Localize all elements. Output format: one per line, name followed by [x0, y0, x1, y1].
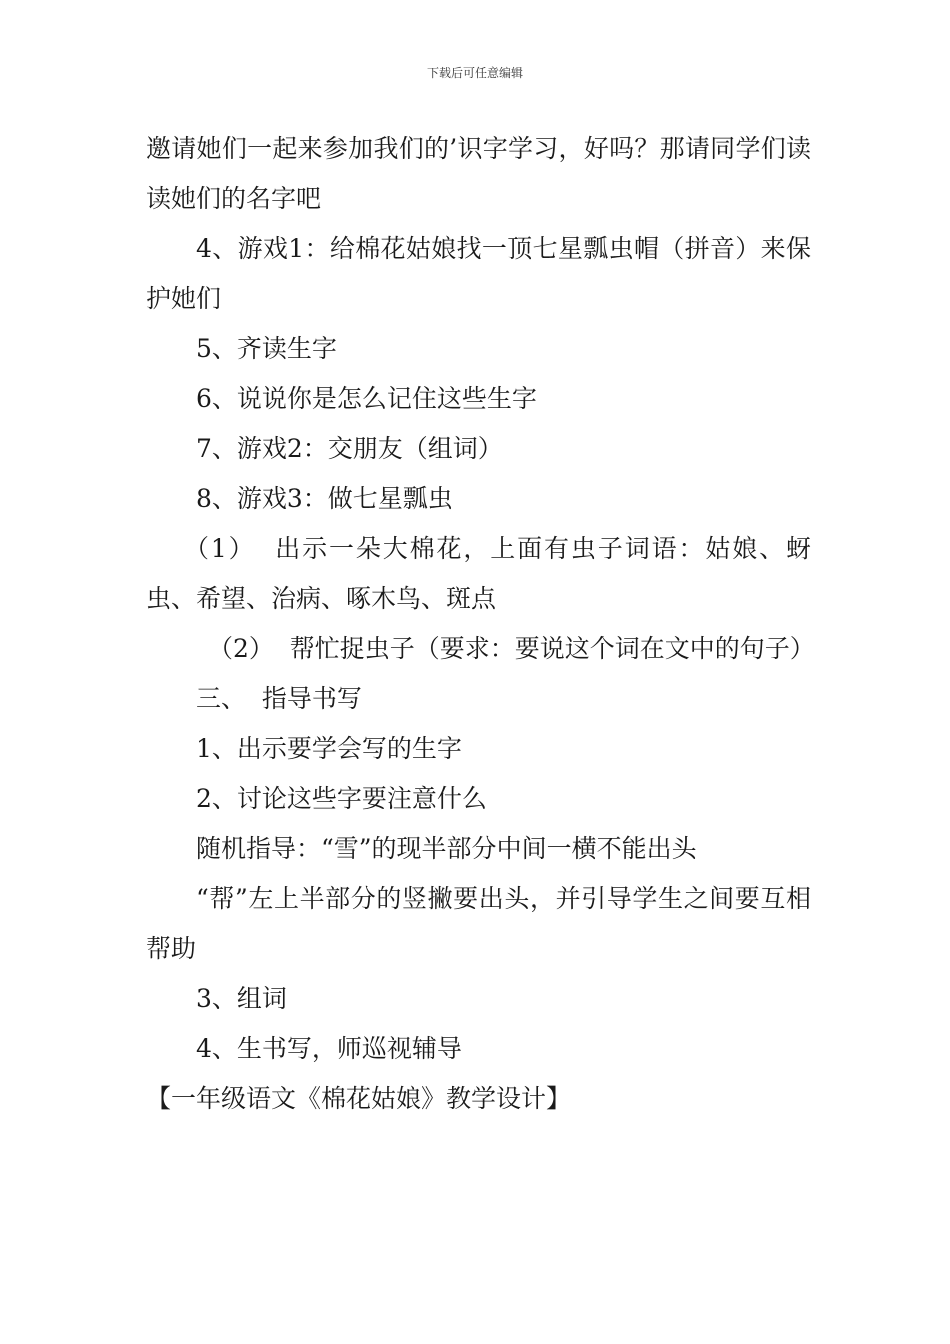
- paragraph-writing-practice: 4、生书写，师巡视辅导: [196, 1034, 462, 1063]
- paragraph-sub-1: （1） 出示一朵大棉花，上面有虫子词语：姑娘、蚜虫、希望、治病、啄木鸟、斑点: [146, 534, 811, 613]
- paragraph-show-chars: 1、出示要学会写的生字: [196, 734, 462, 763]
- document-title-footer: 【一年级语文《棉花姑娘》教学设计】: [146, 1084, 572, 1113]
- document-body: [146, 124, 815, 1124]
- page-header: 下载后可任意编辑: [426, 66, 523, 80]
- paragraph-game-2: 7、游戏2：交朋友（组词）: [196, 434, 503, 463]
- paragraph-sub-2: （2） 帮忙捉虫子（要求：要说这个词在文中的句子）: [208, 634, 815, 663]
- paragraph-game-1: 4、游戏1：给棉花姑娘找一顶七星瓢虫帽（拼音）来保护她们: [146, 234, 811, 313]
- paragraph-invite: 邀请她们一起来参加我们的’识字学习，好吗？那请同学们读读她们的名字吧: [146, 134, 811, 213]
- paragraph-read-together: 5、齐读生字: [196, 334, 337, 363]
- section-heading-writing: 三、 指导书写: [196, 684, 362, 713]
- paragraph-guidance-snow: 随机指导：“雪”的现半部分中间一横不能出头: [196, 834, 697, 863]
- paragraph-guidance-help: “帮”左上半部分的竖撇要出头，并引导学生之间要互相帮助: [146, 884, 811, 963]
- paragraph-discuss: 2、讨论这些字要注意什么: [196, 784, 487, 813]
- paragraph-remember: 6、说说你是怎么记住这些生字: [196, 384, 537, 413]
- paragraph-words: 3、组词: [196, 984, 287, 1013]
- paragraph-game-3: 8、游戏3：做七星瓢虫: [196, 484, 453, 513]
